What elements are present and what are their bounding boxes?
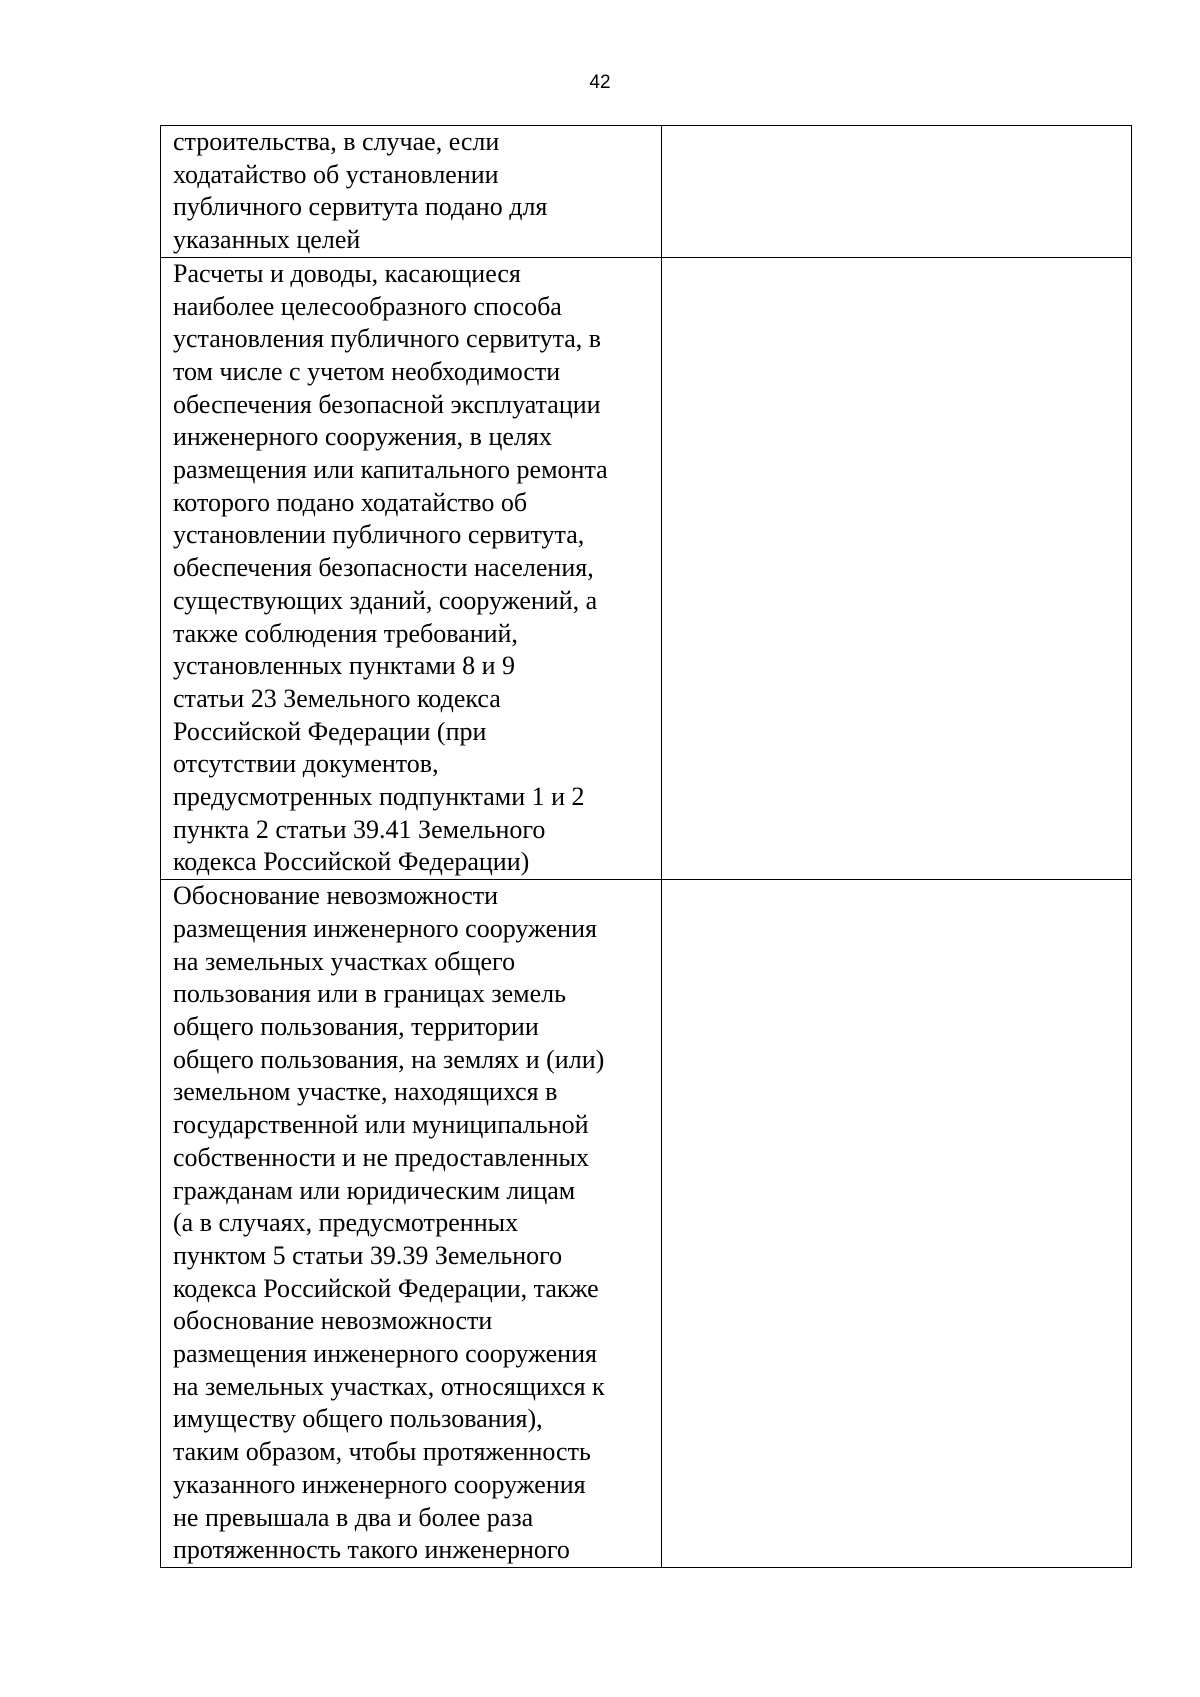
- text-line: Расчеты и доводы, касающиеся: [173, 258, 521, 288]
- table-row: [161, 880, 1132, 1568]
- text-line: кодекса Российской Федерации, также: [173, 1273, 599, 1303]
- text-line: размещения инженерного сооружения: [173, 913, 597, 943]
- text-line: указанных целей: [173, 225, 361, 255]
- text-line: гражданам или юридическим лицам: [173, 1175, 576, 1205]
- text-line: на земельных участках, относящихся к: [173, 1371, 605, 1401]
- text-line: установлении публичного сервитута,: [173, 520, 585, 550]
- text-line: ходатайство об установлении: [173, 159, 499, 189]
- table-row: [161, 126, 1132, 258]
- text-line: строительства, в случае, если: [173, 127, 500, 156]
- text-line: статьи 23 Земельного кодекса: [173, 683, 501, 713]
- text-line: таким образом, чтобы протяженность: [173, 1437, 591, 1467]
- text-line: пункта 2 статьи 39.41 Земельного: [173, 814, 546, 844]
- text-line: кодекса Российской Федерации): [173, 847, 530, 877]
- text-line: пользования или в границах земель: [173, 979, 566, 1009]
- text-line: не превышала в два и более раза: [173, 1502, 534, 1532]
- table-body: [161, 126, 1132, 1568]
- text-line: указанного инженерного сооружения: [173, 1469, 586, 1499]
- text-line: том числе с учетом необходимости: [173, 356, 561, 386]
- text-line: пунктом 5 статьи 39.39 Земельного: [173, 1240, 563, 1270]
- text-line: которого подано ходатайство об: [173, 487, 528, 517]
- empty-value-cell: [662, 880, 1132, 1568]
- text-line: земельном участке, находящихся в: [173, 1077, 558, 1107]
- empty-value-cell: [662, 257, 1132, 879]
- text-line: общего пользования, территории: [173, 1011, 539, 1041]
- text-line: на земельных участках общего: [173, 946, 516, 976]
- text-line: существующих зданий, сооружений, а: [173, 585, 598, 615]
- text-line: обоснование невозможности: [173, 1306, 493, 1336]
- text-line: обеспечения безопасности населения,: [173, 553, 594, 583]
- text-line: государственной или муниципальной: [173, 1110, 589, 1140]
- requirement-description-cell: [161, 880, 662, 1568]
- requirement-description-cell: [161, 126, 662, 258]
- text-line: наиболее целесообразного способа: [173, 291, 562, 321]
- text-line: отсутствии документов,: [173, 749, 439, 779]
- table-row: [161, 257, 1132, 879]
- text-line: инженерного сооружения, в целях: [173, 422, 552, 452]
- text-line: обеспечения безопасной эксплуатации: [173, 389, 601, 419]
- text-line: также соблюдения требований,: [173, 618, 518, 648]
- text-line: предусмотренных подпунктами 1 и 2: [173, 782, 585, 812]
- text-line: Обоснование невозможности: [173, 881, 499, 911]
- text-line: (а в случаях, предусмотренных: [173, 1208, 519, 1238]
- text-line: протяженность такого инженерного: [173, 1535, 570, 1565]
- text-line: собственности и не предоставленных: [173, 1142, 589, 1172]
- text-line: установленных пунктами 8 и 9: [173, 651, 516, 681]
- text-line: Российской Федерации (при: [173, 716, 487, 746]
- empty-value-cell: [662, 126, 1132, 258]
- page-number: 42: [589, 72, 611, 93]
- requirements-table: [160, 125, 1132, 1568]
- text-line: размещения инженерного сооружения: [173, 1339, 597, 1369]
- text-line: публичного сервитута подано для: [173, 192, 548, 222]
- text-line: размещения или капитального ремонта: [173, 455, 608, 485]
- text-line: установления публичного сервитута, в: [173, 324, 602, 354]
- text-line: имуществу общего пользования),: [173, 1404, 543, 1434]
- requirement-description-cell: [161, 257, 662, 879]
- text-line: общего пользования, на землях и (или): [173, 1044, 605, 1074]
